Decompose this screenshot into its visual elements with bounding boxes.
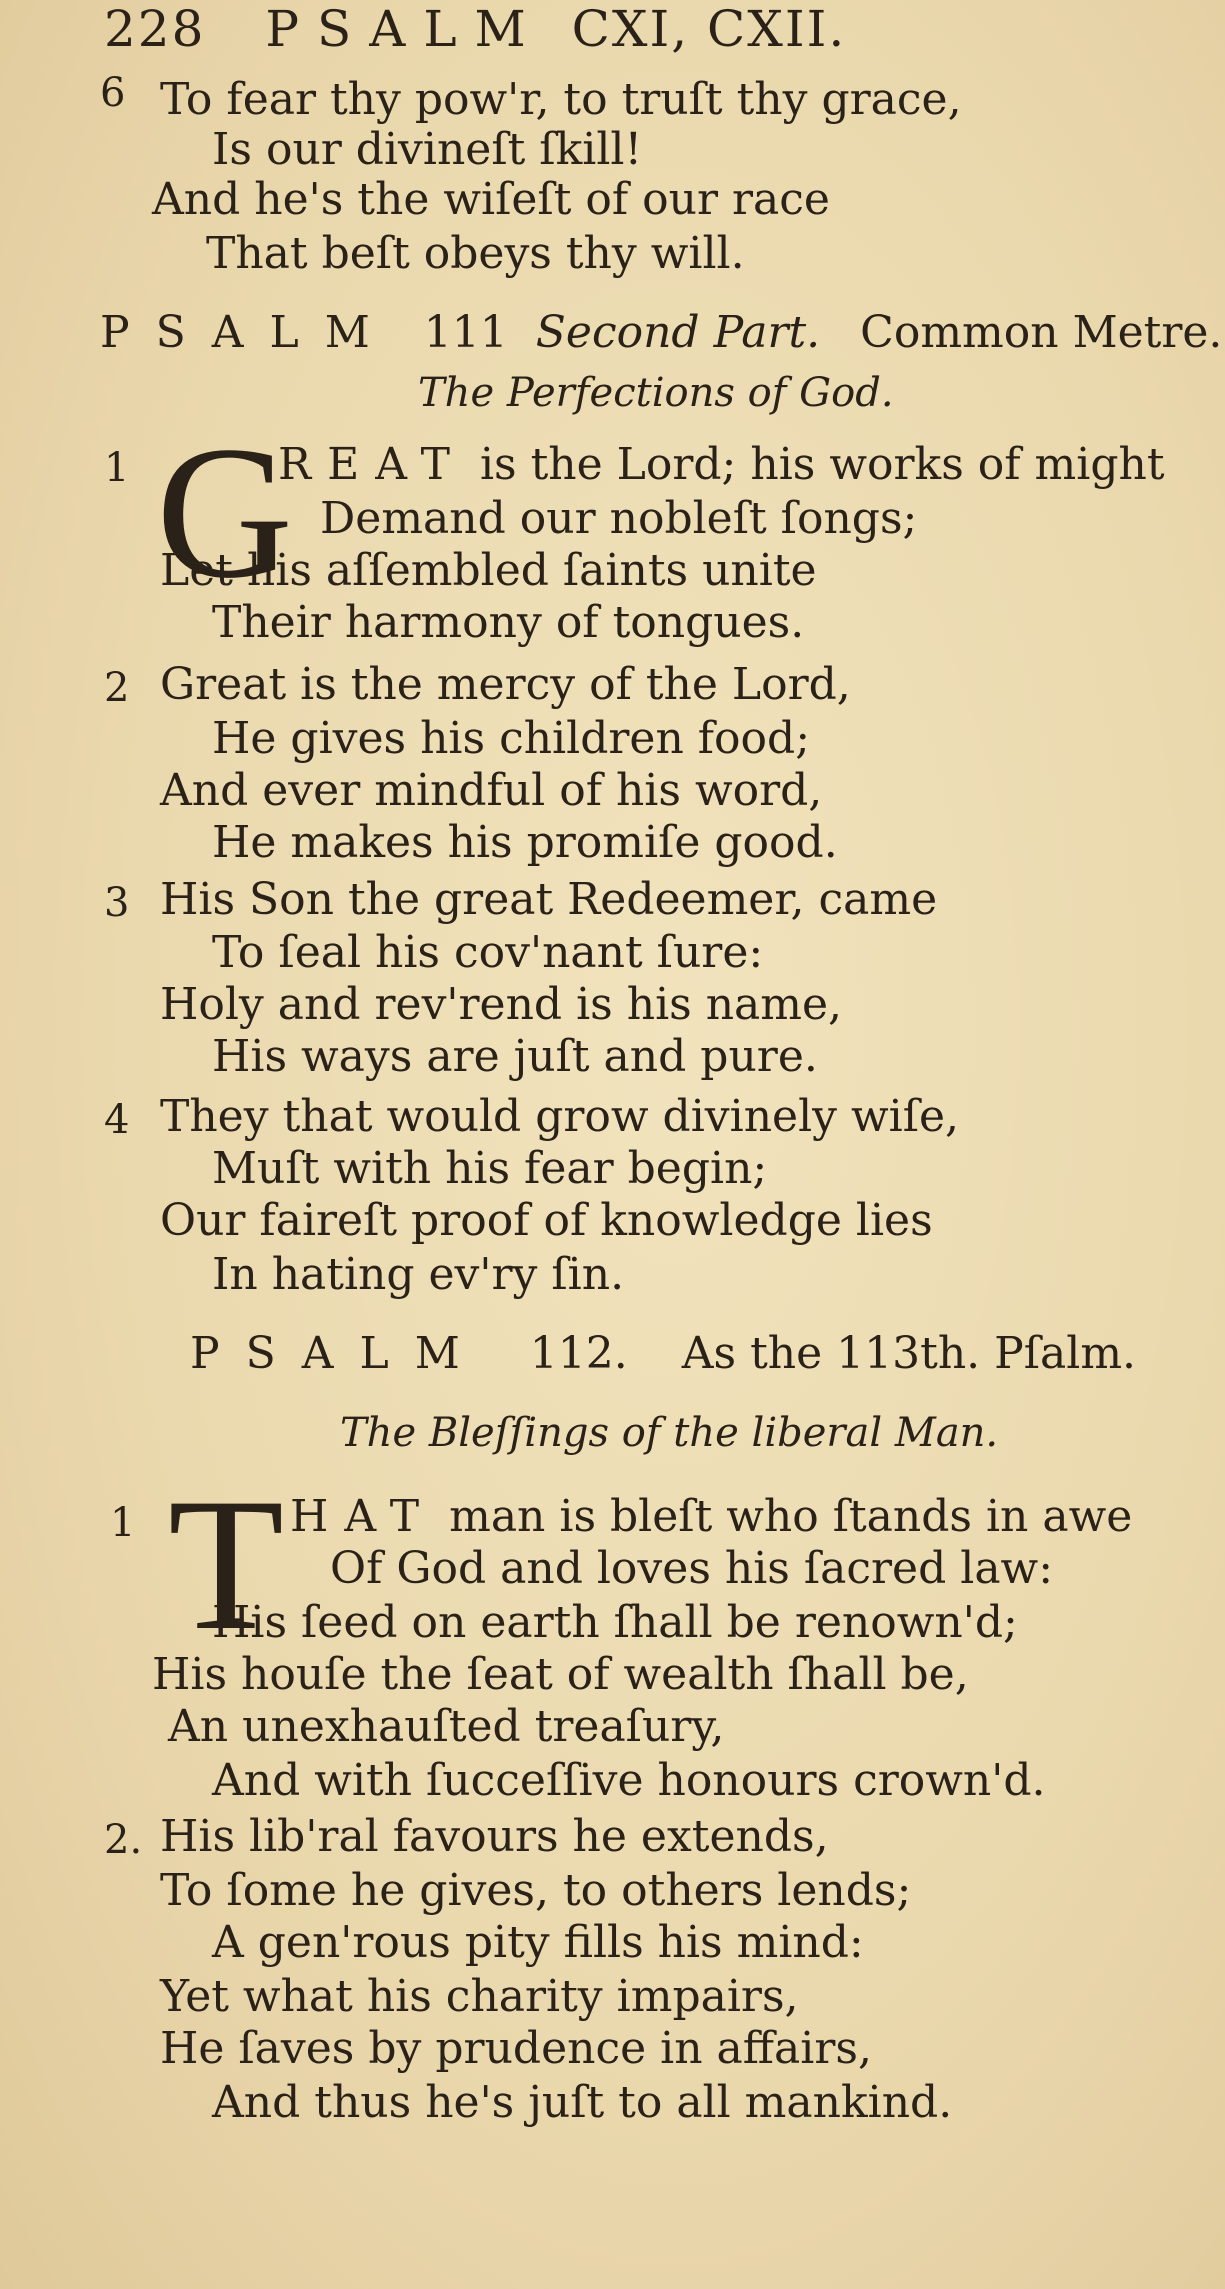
verse-line: He makes his promiſe good. <box>212 817 838 868</box>
page-header <box>104 0 846 58</box>
verse-line: And with ſucceſſive honours crown'd. <box>212 1755 1046 1806</box>
verse-line: Demand our nobleſt ſongs; <box>320 493 918 544</box>
verse-line: Holy and rev'rend is his name, <box>160 979 843 1030</box>
verse-number: 4 <box>104 1097 130 1143</box>
first-line-rest: is the Lord; his works of might <box>479 439 1165 490</box>
psalm-heading <box>100 307 1222 358</box>
verse-line: To fear thy pow'r, to truſt thy grace, <box>160 74 962 125</box>
verse-line: To ſeal his cov'nant ſure: <box>212 927 764 978</box>
verse-line: An unexhauſted treaſury, <box>168 1701 725 1752</box>
verse-number: 6 <box>100 70 126 116</box>
psalm-heading <box>190 1328 1136 1379</box>
verse-line: He ſaves by prudence in affairs, <box>160 2023 872 2074</box>
verse-line: Let his aſſembled ſaints unite <box>160 545 817 596</box>
psalm-subtitle: The Perfections of God. <box>418 370 894 416</box>
verse-number: 1 <box>104 445 130 491</box>
verse-line: A gen'rous pity fills his mind: <box>212 1917 864 1968</box>
verse-line: His ſeed on earth ſhall be renown'd; <box>212 1597 1018 1648</box>
header-psalms: CXI, CXII. <box>571 0 847 58</box>
verse-line: His lib'ral favours he extends, <box>160 1811 829 1862</box>
verse-line: To ſome he gives, to others lends; <box>160 1865 912 1916</box>
verse-line: Great is the mercy of the Lord, <box>160 659 851 710</box>
first-line-rest: man is bleſt who ſtands in awe <box>449 1491 1133 1542</box>
psalm-subtitle: The Bleſſings of the liberal Man. <box>340 1410 999 1456</box>
psalm-number: 112. <box>529 1328 628 1379</box>
verse-line <box>278 439 1165 490</box>
psalm-number: 111 <box>423 307 508 358</box>
verse-number: 3 <box>104 880 130 926</box>
verse-line: Is our divineſt ſkill! <box>212 124 643 175</box>
verse-line: And ever mindful of his word, <box>160 765 823 816</box>
verse-line: Yet what his charity impairs, <box>160 1971 799 2022</box>
drop-cap: G <box>156 408 294 618</box>
verse-number: 2. <box>104 1817 143 1863</box>
verse-number: 1 <box>110 1500 136 1546</box>
verse-line: In hating ev'ry ſin. <box>212 1249 625 1300</box>
verse-line: Muſt with his fear begin; <box>212 1143 768 1194</box>
verse-line: Of God and loves his ſacred law: <box>330 1543 1054 1594</box>
psalm-metre: Common Metre. <box>860 307 1223 358</box>
verse-line: His houſe the ſeat of wealth ſhall be, <box>152 1649 969 1700</box>
psalm-label: PSALM <box>100 307 396 358</box>
verse-line: And thus he's juſt to all mankind. <box>212 2077 953 2128</box>
verse-line: That beſt obeys thy will. <box>206 228 745 279</box>
psalm-part: Second Part. <box>535 307 821 358</box>
page-number: 228 <box>104 0 206 58</box>
psalm-label: PSALM <box>190 1328 486 1379</box>
verse-line: Their harmony of tongues. <box>212 597 805 648</box>
verse-line <box>290 1491 1133 1542</box>
first-word-caps: HAT <box>290 1491 436 1542</box>
verse-line: He gives his children food; <box>212 713 811 764</box>
verse-number: 2 <box>104 665 130 711</box>
verse-line: Our faireſt proof of knowledge lies <box>160 1195 933 1246</box>
first-word-caps: REAT <box>278 439 466 490</box>
drop-cap: T <box>168 1460 285 1670</box>
verse-line: They that would grow divinely wiſe, <box>160 1091 960 1142</box>
header-title: PSALM <box>265 0 544 58</box>
verse-line: And he's the wiſeſt of our race <box>152 174 830 225</box>
psalm-tune: As the 113th. Pſalm. <box>681 1328 1137 1379</box>
verse-line: His ways are juſt and pure. <box>212 1031 818 1082</box>
verse-line: His Son the great Redeemer, came <box>160 874 938 925</box>
